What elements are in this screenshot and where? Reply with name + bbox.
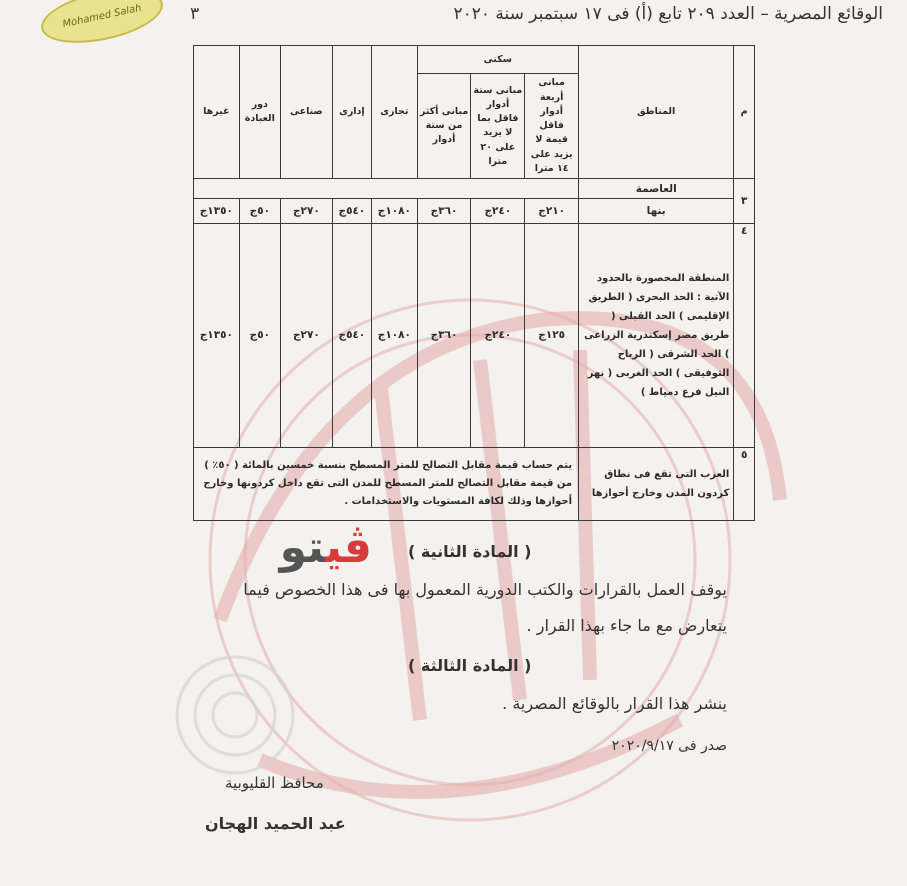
- table-cell: ٢٤٠ج: [471, 199, 525, 223]
- signatory-name: عبد الحميد الهجان: [205, 814, 346, 833]
- article-2-heading: ( المادة الثانية ): [408, 542, 532, 561]
- table-cell: ٢٧٠ج: [281, 223, 333, 447]
- logo-part-2: تو: [279, 522, 326, 573]
- table-cell: ٥٤٠ج: [332, 199, 371, 223]
- table-cell: ٥٤٠ج: [332, 223, 371, 447]
- table-cell: ٢١٠ج: [525, 199, 579, 223]
- table-cell: ٣٦٠ج: [417, 223, 471, 447]
- table-cell: ٥٠ج: [239, 223, 280, 447]
- table-cell: ١٠٨٠ج: [372, 223, 418, 447]
- logo-part-1: ڤي: [325, 522, 372, 573]
- article-3-line-1: ينشر هذا القرار بالوقائع المصرية .: [502, 694, 727, 713]
- table-cell: ١٢٥ج: [525, 223, 579, 447]
- table-cell: ٥٠ج: [239, 199, 280, 223]
- compensation-rates-table: [193, 45, 755, 521]
- col-header-commercial: تجارى: [372, 46, 418, 179]
- article-3-heading: ( المادة الثالثة ): [408, 656, 532, 675]
- col-header-regions: المناطق: [579, 46, 734, 179]
- table-row: [194, 447, 755, 520]
- table-cell: ٢٧٠ج: [281, 199, 333, 223]
- row-num: ٣: [734, 179, 755, 224]
- col-header-res-6: مبانى ستة أدوار فاقل بما لا يزيد على ٢٠ مترا: [471, 74, 525, 179]
- row-num: ٥: [734, 447, 755, 520]
- header-title: الوقائع المصرية – العدد ٢٠٩ تابع (أ) فى ١٧ سبتمبر سنة ٢٠٢٠: [453, 4, 883, 24]
- table-row: [194, 199, 755, 223]
- row-region-description: العزب التى تقع فى نطاق كردون المدن وخارج أحوازها: [579, 447, 734, 520]
- row-num: ٤: [734, 223, 755, 447]
- col-header-administrative: إدارى: [332, 46, 371, 179]
- article-2-line-1: يوقف العمل بالقرارات والكتب الدورية المعمول بها فى هذا الخصوص فيما: [243, 580, 727, 599]
- page-number: ٣: [190, 4, 200, 24]
- col-header-industrial: صناعى: [281, 46, 333, 179]
- row-region-description: المنطقة المحصورة بالحدود الآتية : الحد البحرى ( الطريق الإقليمى ) الحد القبلى ( طريق مصر إسكندرية الزراعى ) الحد الشرقى ( الرياح التوفيقى ) الحد الغربى ( نهر النيل فرع دمياط ): [579, 223, 734, 447]
- article-2-line-2: يتعارض مع ما جاء بهذا القرار .: [526, 616, 727, 635]
- table-cell: ٣٦٠ج: [417, 199, 471, 223]
- table-cell: ١٠٨٠ج: [372, 199, 418, 223]
- table-cell: ١٣٥٠ج: [194, 199, 240, 223]
- col-header-num: م: [734, 46, 755, 179]
- col-header-residential: سكنى: [417, 46, 578, 74]
- issue-date: صدر فى ٢٠٢٠/٩/١٧: [611, 738, 727, 754]
- table-header-row: [194, 46, 755, 74]
- col-header-other: غيرها: [194, 46, 240, 179]
- col-header-worship: دور العبادة: [239, 46, 280, 179]
- table-row: [194, 179, 755, 199]
- col-header-res-more: مبانى أكثر من ستة أدوار: [417, 74, 471, 179]
- page-header: [190, 4, 883, 24]
- table-row: [194, 223, 755, 447]
- row-city-label: بنها: [579, 199, 734, 223]
- row-note: يتم حساب قيمة مقابل التصالح للمتر المسطح بنسبة خمسين بالمائة ( ٥٠٪ ) من قيمة مقابل التصالح للمتر المسطح للمدن التى تقع داخل كردونها وخارج أحوازها وذلك لكافة المستويات والاستخدامات .: [194, 447, 579, 520]
- site-logo: [226, 522, 372, 582]
- signatory-title: محافظ القليوبية: [225, 774, 324, 792]
- table-cell: ١٣٥٠ج: [194, 223, 240, 447]
- corner-badge: Mohamed Salah: [36, 0, 167, 52]
- table-cell: ٢٤٠ج: [471, 223, 525, 447]
- col-header-res-4: مبانى أربعة أدوار فاقل قيمة لا يزيد على ١٤ مترا: [525, 74, 579, 179]
- row-group-label: العاصمة: [579, 179, 734, 199]
